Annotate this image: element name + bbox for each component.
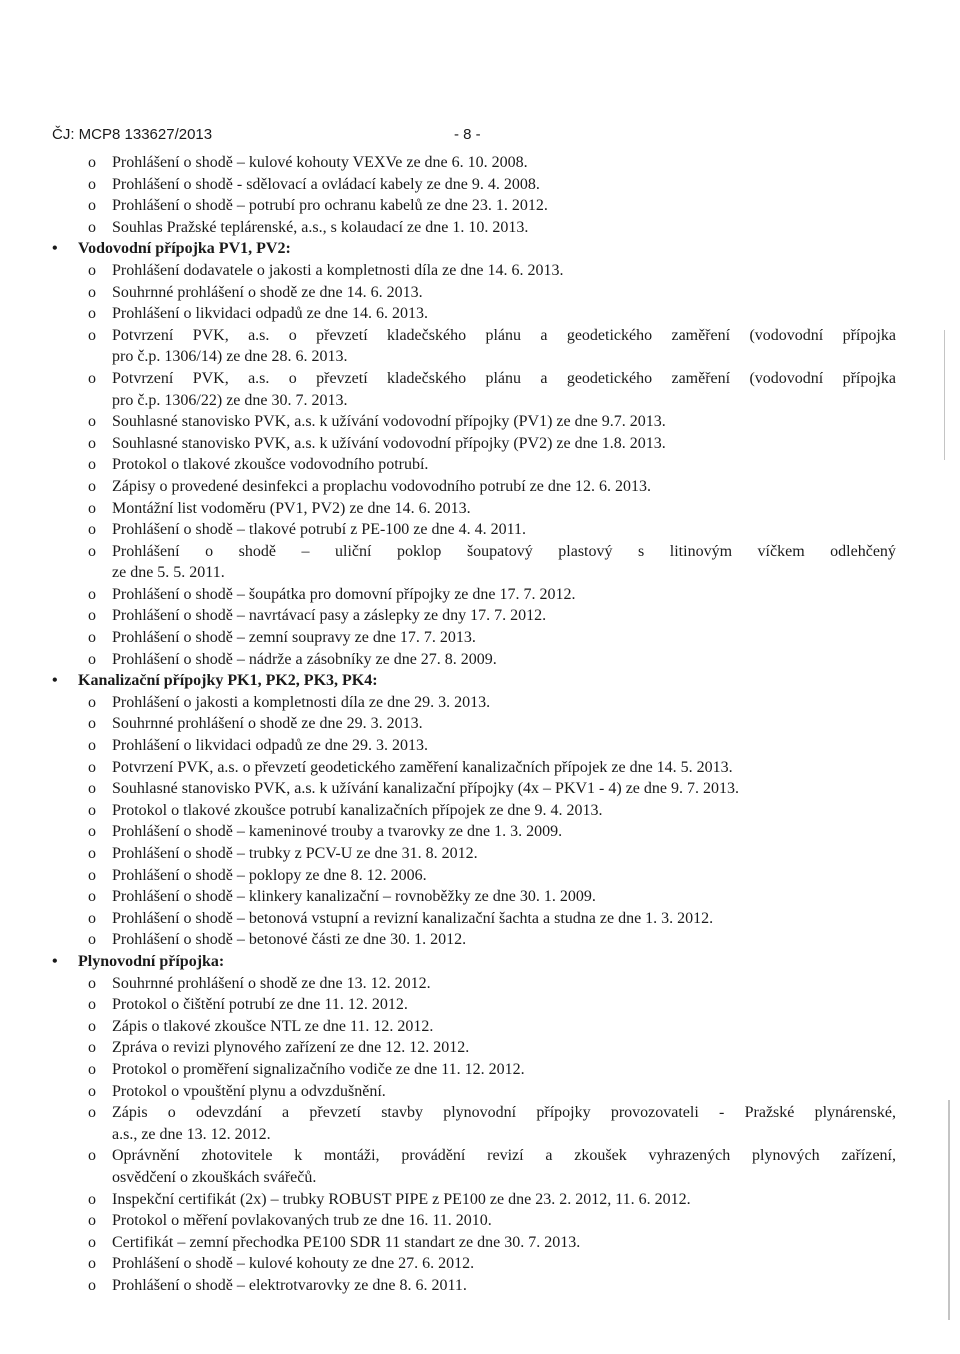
word: o bbox=[288, 326, 297, 344]
list-item-text: Prohlášení o likvidaci odpadů ze dne 29. 3. 2013. bbox=[112, 737, 428, 755]
list-item-text: Prohlášení o shodě – poklopy ze dne 8. 12. 2006. bbox=[112, 866, 427, 884]
section-heading bbox=[0, 238, 960, 260]
word: převzetí bbox=[309, 1104, 361, 1122]
list-marker: o bbox=[88, 974, 96, 992]
list-item bbox=[0, 433, 960, 455]
word: revizí bbox=[487, 1147, 524, 1165]
list-item bbox=[0, 282, 960, 304]
word: o bbox=[205, 542, 214, 560]
word: odevzdání bbox=[196, 1104, 262, 1122]
list-item bbox=[0, 411, 960, 433]
list-item bbox=[0, 843, 960, 865]
scan-artifact bbox=[944, 330, 945, 460]
list-item bbox=[0, 929, 960, 951]
page-header bbox=[52, 124, 932, 148]
list-item bbox=[0, 627, 960, 649]
word: a bbox=[540, 369, 548, 387]
word: Prohlášení bbox=[112, 542, 180, 560]
list-item-text: Souhrnné prohlášení o shodě ze dne 13. 12. 2012. bbox=[112, 974, 431, 992]
list-item bbox=[0, 1232, 960, 1254]
list-item bbox=[0, 886, 960, 908]
list-marker: o bbox=[88, 413, 96, 431]
word: geodetického bbox=[566, 326, 653, 344]
word: plynových bbox=[752, 1147, 820, 1165]
list-item-continuation: pro č.p. 1306/22) ze dne 30. 7. 2013. bbox=[112, 391, 348, 409]
list-marker: o bbox=[88, 931, 96, 949]
list-item-text bbox=[112, 1145, 896, 1167]
list-marker: o bbox=[88, 1233, 96, 1251]
list-item bbox=[0, 1210, 960, 1232]
list-item-text: Prohlášení o shodě – kulové kohouty VEXVe ze dne 6. 10. 2008. bbox=[112, 154, 528, 171]
list-marker: o bbox=[88, 737, 96, 755]
list-item-text: Prohlášení o shodě – tlakové potrubí z PE-100 ze dne 4. 4. 2011. bbox=[112, 521, 526, 539]
word: zařízení, bbox=[841, 1147, 896, 1165]
list-item bbox=[0, 1081, 960, 1103]
list-marker: o bbox=[88, 542, 96, 560]
word: Potvrzení bbox=[112, 369, 174, 387]
word: – bbox=[301, 542, 310, 560]
word: převzetí bbox=[316, 369, 368, 387]
list-marker: o bbox=[88, 197, 96, 215]
list-item-text: Prohlášení o shodě – betonové části ze dne 30. 1. 2012. bbox=[112, 931, 467, 949]
document-reference: ČJ: MCP8 133627/2013 bbox=[52, 126, 213, 143]
list-item-text bbox=[112, 1102, 896, 1124]
list-item-text: Prohlášení o likvidaci odpadů ze dne 14. 6. 2013. bbox=[112, 305, 428, 323]
word: kladečského bbox=[387, 326, 467, 344]
list-item bbox=[0, 692, 960, 714]
word: poklop bbox=[396, 542, 442, 560]
list-item bbox=[0, 519, 960, 541]
list-marker: o bbox=[88, 1104, 96, 1122]
list-item-text: Souhlasné stanovisko PVK, a.s. k užívání vodovodní přípojky (PV1) ze dne 9.7. 2013. bbox=[112, 413, 666, 431]
section-title: Vodovodní přípojka PV1, PV2: bbox=[78, 240, 291, 258]
list-item bbox=[0, 498, 960, 520]
word: Potvrzení bbox=[112, 326, 174, 344]
page-number: - 8 - bbox=[454, 126, 481, 143]
word: shodě bbox=[238, 542, 276, 560]
list-item bbox=[0, 1253, 960, 1275]
list-item-text: Prohlášení o shodě – navrtávací pasy a záslepky ze dny 17. 7. 2012. bbox=[112, 607, 547, 625]
list-marker: o bbox=[88, 1147, 96, 1165]
word: a bbox=[545, 1147, 553, 1165]
list-item bbox=[0, 605, 960, 627]
list-marker: o bbox=[88, 715, 96, 733]
list-item-text: Souhlas Pražské teplárenské, a.s., s kolaudací ze dne 1. 10. 2013. bbox=[112, 218, 529, 236]
word: zaměření bbox=[671, 369, 731, 387]
list-marker: o bbox=[88, 154, 96, 171]
word: uliční bbox=[335, 542, 372, 560]
list-item-text: Prohlášení o shodě - sdělovací a ovládací kabely ze dne 9. 4. 2008. bbox=[112, 175, 540, 193]
list-item-text bbox=[112, 368, 896, 390]
list-marker: o bbox=[88, 607, 96, 625]
list-item bbox=[0, 821, 960, 843]
bullet-marker: • bbox=[52, 240, 58, 258]
word: (vodovodní bbox=[749, 326, 824, 344]
list-marker: o bbox=[88, 1060, 96, 1078]
word: přípojky bbox=[536, 1104, 591, 1122]
bullet-marker: • bbox=[52, 672, 58, 690]
word: s bbox=[638, 542, 645, 560]
list-marker: o bbox=[88, 866, 96, 884]
list-item-text: Potvrzení PVK, a.s. o převzetí geodetického zaměření kanalizačních přípojek ze dne 14. 5. 2013. bbox=[112, 758, 733, 776]
list-item-text: Prohlášení o shodě – kameninové trouby a tvarovky ze dne 1. 3. 2009. bbox=[112, 823, 563, 841]
section-title: Kanalizační přípojky PK1, PK2, PK3, PK4: bbox=[78, 672, 378, 690]
list-item bbox=[0, 174, 960, 196]
list-item-text: Prohlášení o shodě – trubky z PCV-U ze dne 31. 8. 2012. bbox=[112, 845, 478, 862]
list-marker: o bbox=[88, 456, 96, 474]
list-item-text: Protokol o vpouštění plynu a odvzdušnění. bbox=[112, 1082, 386, 1100]
word: a bbox=[540, 326, 548, 344]
list-marker: o bbox=[88, 801, 96, 819]
list-item bbox=[0, 1102, 960, 1124]
list-item-text: Souhrnné prohlášení o shodě ze dne 29. 3. 2013. bbox=[112, 715, 423, 733]
list-item-text: Prohlášení o shodě – elektrotvarovky ze dne 8. 6. 2011. bbox=[112, 1276, 467, 1294]
list-item bbox=[0, 973, 960, 995]
list-item bbox=[0, 800, 960, 822]
list-item bbox=[0, 1016, 960, 1038]
list-item bbox=[0, 368, 960, 390]
list-item bbox=[0, 1059, 960, 1081]
list-item bbox=[0, 757, 960, 779]
list-marker: o bbox=[88, 845, 96, 862]
list-item-text: Inspekční certifikát (2x) – trubky ROBUST PIPE z PE100 ze dne 23. 2. 2012, 11. 6. 2012. bbox=[112, 1190, 691, 1208]
word: PVK, bbox=[192, 326, 229, 344]
list-item-continuation: a.s., ze dne 13. 12. 2012. bbox=[112, 1125, 271, 1143]
list-item-text: Protokol o čištění potrubí ze dne 11. 12. 2012. bbox=[112, 996, 408, 1014]
list-item bbox=[0, 994, 960, 1016]
list-marker: o bbox=[88, 758, 96, 776]
section-heading bbox=[0, 951, 960, 973]
list-item bbox=[0, 778, 960, 800]
list-item bbox=[0, 735, 960, 757]
scan-artifact bbox=[948, 1100, 950, 1320]
word: zhotovitele bbox=[201, 1147, 273, 1165]
word: přípojka bbox=[842, 326, 896, 344]
list-marker: o bbox=[88, 1190, 96, 1208]
word: kladečského bbox=[387, 369, 467, 387]
list-item-text: Protokol o proměření signalizačního vodiče ze dne 11. 12. 2012. bbox=[112, 1060, 525, 1078]
word: (vodovodní bbox=[749, 369, 824, 387]
list-marker: o bbox=[88, 650, 96, 668]
list-marker: o bbox=[88, 888, 96, 906]
list-item bbox=[0, 152, 960, 174]
list-item bbox=[0, 303, 960, 325]
list-item bbox=[0, 325, 960, 347]
word: provádění bbox=[401, 1147, 466, 1165]
word: k bbox=[294, 1147, 303, 1165]
list-item-text: Certifikát – zemní přechodka PE100 SDR 11 standart ze dne 30. 7. 2013. bbox=[112, 1233, 581, 1251]
list-marker: o bbox=[88, 434, 96, 452]
list-marker: o bbox=[88, 499, 96, 517]
word: Zápis bbox=[112, 1104, 148, 1122]
word: Oprávnění bbox=[112, 1147, 180, 1165]
word: o bbox=[167, 1104, 176, 1122]
list-marker: o bbox=[88, 1082, 96, 1100]
word: vyhrazených bbox=[648, 1147, 731, 1165]
list-item-text: Souhrnné prohlášení o shodě ze dne 14. 6. 2013. bbox=[112, 283, 423, 301]
list-marker: o bbox=[88, 585, 96, 603]
word: přípojka bbox=[842, 369, 896, 387]
list-marker: o bbox=[88, 1255, 96, 1273]
list-marker: o bbox=[88, 996, 96, 1014]
list-item-text: Prohlášení o shodě – potrubí pro ochranu kabelů ze dne 23. 1. 2012. bbox=[112, 197, 548, 215]
list-marker: o bbox=[88, 1017, 96, 1035]
word: plánu bbox=[485, 326, 521, 344]
word: a bbox=[282, 1104, 290, 1122]
list-item-text: Prohlášení o shodě – zemní soupravy ze dne 17. 7. 2013. bbox=[112, 629, 476, 647]
list-item-text bbox=[112, 325, 896, 347]
list-marker: o bbox=[88, 1276, 96, 1294]
list-marker: o bbox=[88, 693, 96, 711]
list-item bbox=[0, 217, 960, 239]
word: - bbox=[719, 1104, 725, 1122]
list-item-text: Prohlášení o shodě – šoupátka pro domovní přípojky ze dne 17. 7. 2012. bbox=[112, 585, 576, 603]
word: provozovateli bbox=[610, 1104, 699, 1122]
word: Pražské bbox=[744, 1104, 795, 1122]
list-marker: o bbox=[88, 261, 96, 279]
list-item-text: Zápis o tlakové zkoušce NTL ze dne 11. 12. 2012. bbox=[112, 1017, 434, 1035]
list-item-text: Protokol o tlakové zkoušce vodovodního potrubí. bbox=[112, 456, 429, 474]
section-title: Plynovodní přípojka: bbox=[78, 952, 225, 970]
word: a.s. bbox=[248, 369, 270, 387]
list-marker: o bbox=[88, 283, 96, 301]
list-item bbox=[0, 908, 960, 930]
word: zaměření bbox=[671, 326, 731, 344]
list-item-text: Prohlášení o shodě – kulové kohouty ze dne 27. 6. 2012. bbox=[112, 1255, 475, 1273]
list-item-text: Zpráva o revizi plynového zařízení ze dne 12. 12. 2012. bbox=[112, 1039, 470, 1057]
list-item bbox=[0, 649, 960, 671]
section-heading bbox=[0, 670, 960, 692]
list-item bbox=[0, 1145, 960, 1167]
word: PVK, bbox=[192, 369, 229, 387]
word: plánu bbox=[485, 369, 521, 387]
word: geodetického bbox=[566, 369, 653, 387]
word: litinovým bbox=[669, 542, 733, 560]
word: převzetí bbox=[316, 326, 368, 344]
list-item bbox=[0, 1189, 960, 1211]
list-item bbox=[0, 713, 960, 735]
word: o bbox=[288, 369, 297, 387]
list-item-text: Montážní list vodoměru (PV1, PV2) ze dne 14. 6. 2013. bbox=[112, 499, 471, 517]
list-item-continuation: ze dne 5. 5. 2011. bbox=[112, 564, 225, 582]
list-marker: o bbox=[88, 477, 96, 495]
list-marker: o bbox=[88, 305, 96, 323]
word: plynovodní bbox=[443, 1104, 517, 1122]
list-item-continuation: osvědčení o zkouškách svářečů. bbox=[112, 1168, 317, 1186]
list-item-text bbox=[112, 541, 896, 563]
word: víčkem bbox=[757, 542, 805, 560]
list-marker: o bbox=[88, 629, 96, 647]
list-item-text: Prohlášení o shodě – nádrže a zásobníky ze dne 27. 8. 2009. bbox=[112, 650, 497, 668]
word: stavby bbox=[381, 1104, 423, 1122]
list-item bbox=[0, 1037, 960, 1059]
list-marker: o bbox=[88, 175, 96, 193]
list-item bbox=[0, 454, 960, 476]
list-item bbox=[0, 584, 960, 606]
list-marker: o bbox=[88, 326, 96, 344]
list-marker: o bbox=[88, 521, 96, 539]
list-item-text: Zápisy o provedené desinfekci a proplachu vodovodního potrubí ze dne 12. 6. 2013. bbox=[112, 477, 651, 495]
list-item-text: Protokol o tlakové zkoušce potrubí kanalizačních přípojek ze dne 9. 4. 2013. bbox=[112, 801, 603, 819]
list-marker: o bbox=[88, 909, 96, 927]
word: a.s. bbox=[248, 326, 270, 344]
list-item bbox=[0, 865, 960, 887]
list-item-text: Souhlasné stanovisko PVK, a.s. k užívání kanalizační přípojky (4x – PKV1 - 4) ze dne 9. 7. 2013. bbox=[112, 780, 740, 798]
list-item-continuation: pro č.p. 1306/14) ze dne 28. 6. 2013. bbox=[112, 348, 348, 366]
list-item-text: Souhlasné stanovisko PVK, a.s. k užívání vodovodní přípojky (PV2) ze dne 1.8. 2013. bbox=[112, 434, 666, 452]
list-marker: o bbox=[88, 1212, 96, 1230]
word: plastový bbox=[558, 542, 613, 560]
word: montáži, bbox=[324, 1147, 380, 1165]
list-marker: o bbox=[88, 1039, 96, 1057]
list-item bbox=[0, 476, 960, 498]
list-item-text: Prohlášení o shodě – klinkery kanalizační – rovnoběžky ze dne 30. 1. 2009. bbox=[112, 888, 596, 906]
list-item-text: Prohlášení o shodě – betonová vstupní a revizní kanalizační šachta a studna ze dne 1. 3. 2012. bbox=[112, 909, 714, 927]
list-marker: o bbox=[88, 218, 96, 236]
list-item bbox=[0, 541, 960, 563]
document-body bbox=[0, 152, 960, 1296]
list-marker: o bbox=[88, 369, 96, 387]
list-marker: o bbox=[88, 823, 96, 841]
list-item-text: Protokol o měření povlakovaných trub ze dne 16. 11. 2010. bbox=[112, 1212, 492, 1230]
list-item-text: Prohlášení dodavatele o jakosti a kompletnosti díla ze dne 14. 6. 2013. bbox=[112, 261, 564, 279]
word: plynárenské, bbox=[814, 1104, 896, 1122]
bullet-marker: • bbox=[52, 952, 58, 970]
word: šoupatový bbox=[466, 542, 533, 560]
list-item bbox=[0, 1275, 960, 1297]
list-item bbox=[0, 260, 960, 282]
list-marker: o bbox=[88, 780, 96, 798]
list-item bbox=[0, 195, 960, 217]
list-item-text: Prohlášení o jakosti a kompletnosti díla ze dne 29. 3. 2013. bbox=[112, 693, 491, 711]
word: odlehčený bbox=[830, 542, 896, 560]
word: zkoušek bbox=[574, 1147, 627, 1165]
